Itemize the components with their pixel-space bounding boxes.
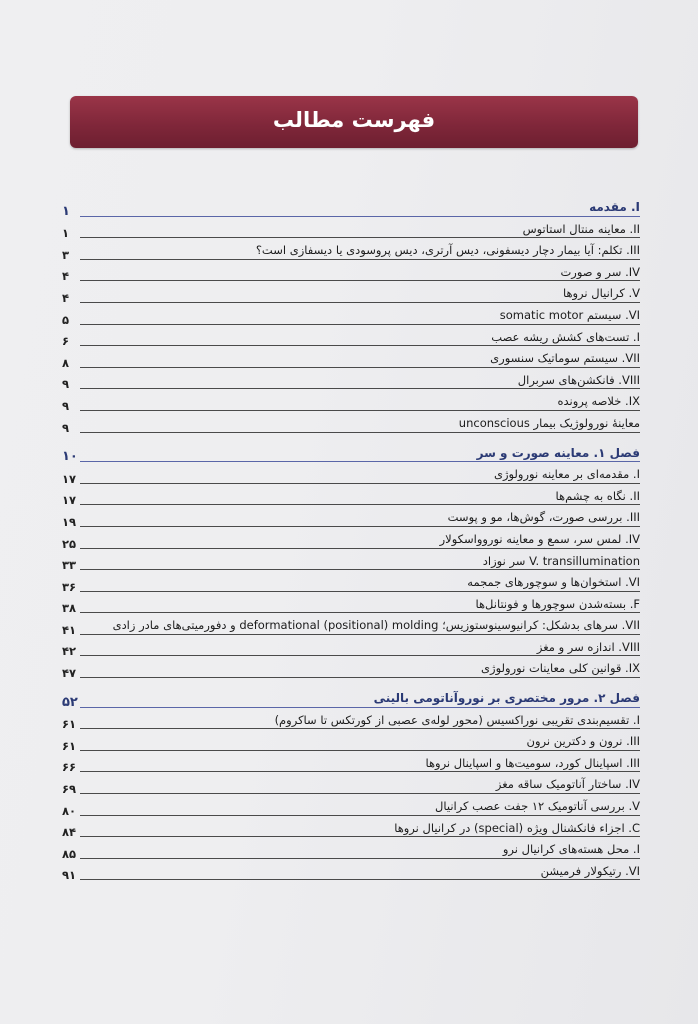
toc-entry xyxy=(62,392,640,414)
toc-page-number: ۱ xyxy=(62,226,70,241)
toc-entry xyxy=(62,775,640,797)
leader-line xyxy=(80,728,640,729)
leader-line xyxy=(80,634,640,635)
toc-page-number: ۶۱ xyxy=(62,717,77,732)
leader-line xyxy=(80,410,640,411)
toc-page-number: ۶۹ xyxy=(62,782,77,797)
toc-entry-label: III. اسپاینال کورد، سومیت‌ها و اسپاینال نروها xyxy=(425,755,640,770)
leader-line xyxy=(80,237,640,238)
toc-entry-label: IV. سر و صورت xyxy=(560,264,640,279)
toc-entry xyxy=(62,638,640,660)
leader-line xyxy=(80,879,640,880)
toc-entry xyxy=(62,754,640,776)
toc-page-number: ۱۷ xyxy=(62,493,77,508)
title-banner xyxy=(70,96,638,148)
toc-page-number: ۹۱ xyxy=(62,868,77,883)
toc-entry-label: I. مقدمه xyxy=(589,200,640,214)
leader-line xyxy=(80,526,640,527)
toc-page-number: ۴ xyxy=(62,290,70,305)
toc-entry-label: فصل ۲. مرور مختصری بر نوروآناتومی بالینی xyxy=(373,691,640,706)
toc-entry xyxy=(62,595,640,617)
toc-page-number: ۹ xyxy=(62,377,70,392)
leader-line xyxy=(80,707,640,708)
toc-page-number: ۸۴ xyxy=(62,825,77,840)
leader-line xyxy=(80,461,640,462)
leader-line xyxy=(80,836,640,837)
leader-line xyxy=(80,569,640,570)
leader-line xyxy=(80,655,640,656)
toc-entry-label: III. نرون و دکترین نرون xyxy=(526,734,640,749)
toc-entry xyxy=(62,306,640,328)
toc-page-number: ۹ xyxy=(62,398,70,413)
toc-entry-label: VI. رتیکولار فرمیشن xyxy=(540,863,640,878)
toc-entry xyxy=(62,797,640,819)
leader-line xyxy=(80,280,640,281)
toc-page-number: ۹ xyxy=(62,420,70,435)
toc-entry xyxy=(62,862,640,884)
page-title: فهرست مطالب xyxy=(272,108,436,132)
leader-line xyxy=(80,548,640,549)
toc-page-number: ۴۱ xyxy=(62,622,77,637)
leader-line xyxy=(80,345,640,346)
toc-page-number: ۵۲ xyxy=(62,694,78,710)
toc-page-number: ۱ xyxy=(62,203,70,219)
toc-entry-label: IX. خلاصه پرونده xyxy=(557,394,640,409)
toc-entry xyxy=(62,349,640,371)
leader-line xyxy=(80,612,640,613)
toc-entry-label: C. اجزاء فانکشنال ویژه (special) در کرانیال نروها xyxy=(394,820,640,835)
toc-entry xyxy=(62,263,640,285)
table-of-contents xyxy=(62,198,640,883)
leader-line xyxy=(80,483,640,484)
toc-entry-label: V. بررسی آناتومیک ۱۲ جفت عصب کرانیال xyxy=(434,799,640,814)
leader-line xyxy=(80,771,640,772)
toc-section-heading xyxy=(62,444,640,466)
toc-page-number: ۴ xyxy=(62,269,70,284)
toc-entry xyxy=(62,414,640,436)
toc-entry xyxy=(62,487,640,509)
toc-page-number: ۱۷ xyxy=(62,471,77,486)
leader-line xyxy=(80,324,640,325)
leader-line xyxy=(80,367,640,368)
toc-page-number: ۳۶ xyxy=(62,579,77,594)
toc-page-number: ۴۲ xyxy=(62,644,77,659)
leader-line xyxy=(80,677,640,678)
toc-entry xyxy=(62,732,640,754)
toc-page-number: ۱۰ xyxy=(62,449,78,465)
toc-page-number: ۸ xyxy=(62,355,70,370)
toc-entry xyxy=(62,659,640,681)
toc-entry xyxy=(62,616,640,638)
toc-entry-label: معاینهٔ نورولوژیک بیمار unconscious xyxy=(458,415,640,430)
toc-entry-label: II. معاینه منتال استاتوس xyxy=(522,221,640,236)
toc-entry xyxy=(62,819,640,841)
leader-line xyxy=(80,591,640,592)
toc-page-number: ۳۳ xyxy=(62,558,77,573)
toc-entry-label: III. تکلم: آیا بیمار دچار دیسفونی، دیس آرتری، دیس پروسودی یا دیسفازی است؟ xyxy=(255,243,640,258)
toc-entry-label: VIII. فانکشن‌های سربرال xyxy=(517,372,640,387)
leader-line xyxy=(80,750,640,751)
leader-line xyxy=(80,259,640,260)
toc-entry-label: VI. سیستم somatic motor xyxy=(499,307,640,322)
toc-entry-label: F. بسته‌شدن سوچورها و فونتانل‌ها xyxy=(475,596,640,611)
toc-page-number: ۶۱ xyxy=(62,738,77,753)
toc-entry xyxy=(62,284,640,306)
toc-entry-label: V. transillumination سر نوزاد xyxy=(482,553,640,568)
leader-line xyxy=(80,388,640,389)
leader-line xyxy=(80,216,640,217)
toc-entry-label: I. محل هسته‌های کرانیال نرو xyxy=(502,842,640,857)
toc-entry-label: I. تقسیم‌بندی تقریبی نوراکسیس (محور لوله‌ی عصبی از کورتکس تا ساکروم) xyxy=(274,712,640,727)
toc-section-heading xyxy=(62,689,640,711)
toc-entry-label: IV. ساختار آناتومیک ساقه مغز xyxy=(495,777,640,792)
toc-entry-label: VIII. اندازه سر و مغز xyxy=(536,639,640,654)
toc-entry xyxy=(62,328,640,350)
toc-entry-label: VI. استخوان‌ها و سوچورهای جمجمه xyxy=(467,575,640,590)
toc-page-number: ۳ xyxy=(62,247,70,262)
toc-entry-label: VII. سرهای بدشکل: کرانیوسینوستوزیس؛ deformational (positional) molding و دفورمیتی‌های مادر زادی xyxy=(112,618,640,633)
toc-entry-label: I. مقدمه‌ای بر معاینه نورولوژی xyxy=(493,467,640,482)
toc-entry xyxy=(62,530,640,552)
toc-page-number: ۶۶ xyxy=(62,760,77,775)
toc-entry-label: II. نگاه به چشم‌ها xyxy=(555,488,640,503)
toc-page-number: ۶ xyxy=(62,334,70,349)
toc-page-number: ۸۰ xyxy=(62,803,77,818)
leader-line xyxy=(80,302,640,303)
toc-entry xyxy=(62,840,640,862)
leader-line xyxy=(80,504,640,505)
toc-entry-label: VII. سیستم سوماتیک سنسوری xyxy=(490,351,640,366)
toc-entry xyxy=(62,220,640,242)
toc-entry xyxy=(62,508,640,530)
leader-line xyxy=(80,793,640,794)
toc-entry-label: III. بررسی صورت، گوش‌ها، مو و پوست xyxy=(447,510,640,525)
leader-line xyxy=(80,432,640,433)
toc-page-number: ۳۸ xyxy=(62,601,77,616)
toc-page-number: ۵ xyxy=(62,312,70,327)
toc-page-number: ۱۹ xyxy=(62,514,77,529)
toc-entry-label: IV. لمس سر، سمع و معاینه نوروواسکولار xyxy=(439,531,640,546)
toc-section-heading xyxy=(62,198,640,220)
toc-entry-label: I. تست‌های کشش ریشه عصب xyxy=(491,329,640,344)
toc-entry xyxy=(62,241,640,263)
leader-line xyxy=(80,858,640,859)
leader-line xyxy=(80,815,640,816)
toc-page-number: ۸۵ xyxy=(62,846,77,861)
toc-entry-label: فصل ۱. معاینه صورت و سر xyxy=(476,445,640,460)
toc-page-number: ۲۵ xyxy=(62,536,77,551)
toc-entry xyxy=(62,711,640,733)
toc-page-number: ۴۷ xyxy=(62,666,77,681)
toc-entry-label: IX. قوانین کلی معاینات نورولوژی xyxy=(481,661,640,676)
toc-entry xyxy=(62,371,640,393)
toc-entry xyxy=(62,573,640,595)
toc-entry xyxy=(62,552,640,574)
toc-entry xyxy=(62,465,640,487)
toc-entry-label: V. کرانیال نروها xyxy=(562,286,640,301)
